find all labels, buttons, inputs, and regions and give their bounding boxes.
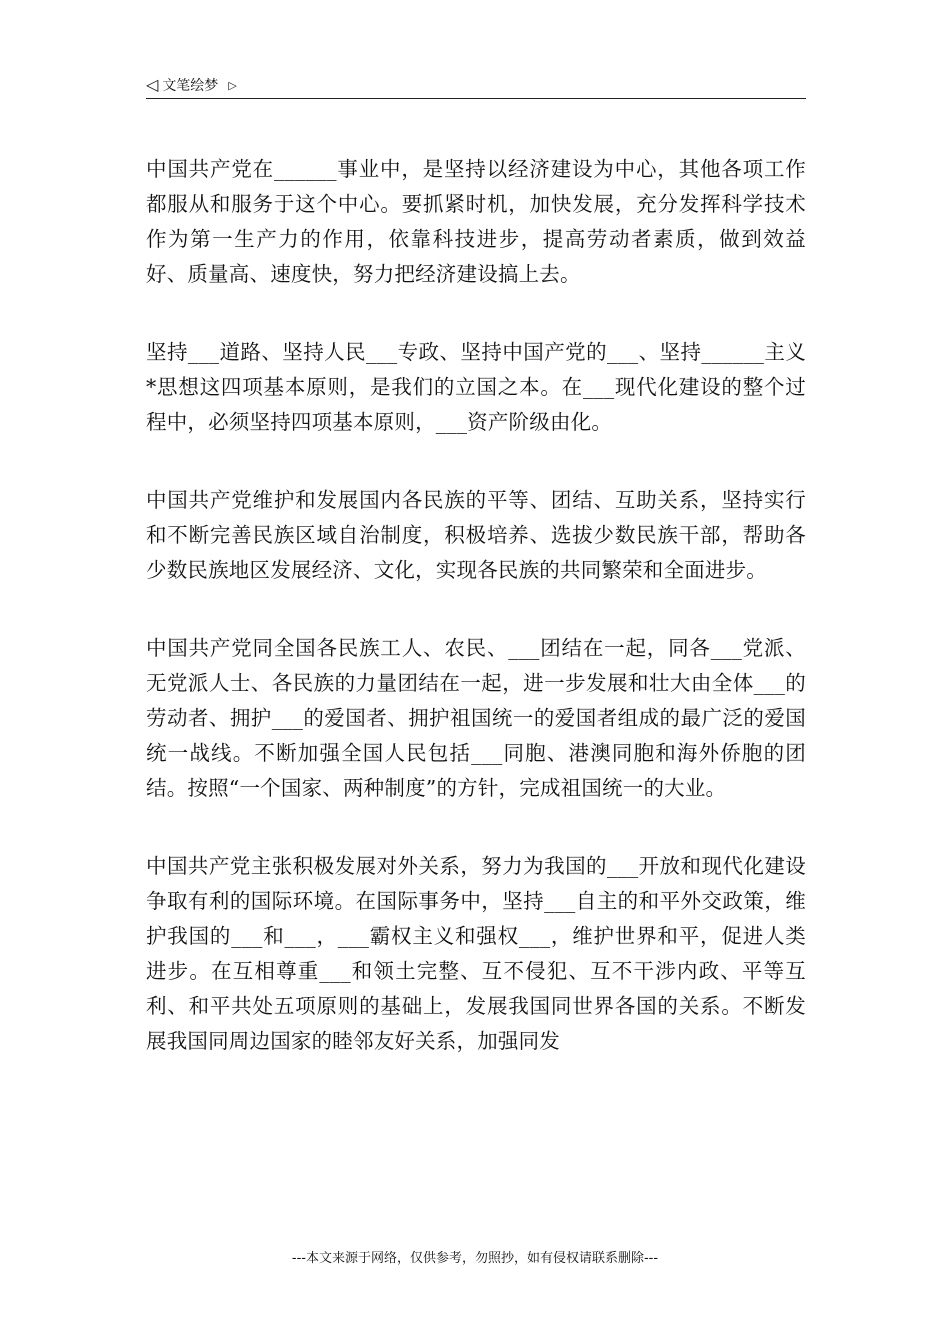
paragraph-2: 坚持___道路、坚持人民___专政、坚持中国产党的___、坚持______主义*思想这四项基本原则，是我们的立国之本。在___现代化建设的整个过程中，必须坚持四项基本原则，___资产阶级由化。: [146, 340, 806, 434]
paragraph-1: 中国共产党在______事业中，是坚持以经济建设为中心，其他各项工作都服从和服务于这个中心。要抓紧时机，加快发展，充分发挥科学技术作为第一生产力的作用，依靠科技进步，提高劳动者素质，做到效益好、质量高、速度快，努力把经济建设搞上去。: [146, 157, 806, 286]
paragraph-5: 中国共产党主张积极发展对外关系，努力为我国的___开放和现代化建设争取有利的国际环境。在国际事务中，坚持___自主的和平外交政策，维护我国的___和___，___霸权主义和强权___，维护世界和平，促进人类进步。在互相尊重___和领土完整、互不侵犯、互不干涉内政、平等互利、和平共处五项原则的基础上，发展我国同世界各国的关系。不断发展我国同周边国家的睦邻友好关系，加强同发: [146, 854, 806, 1053]
page-footer-disclaimer: ---本文来源于网络，仅供参考，勿照抄，如有侵权请联系删除---: [291, 1251, 659, 1266]
page-header: [146, 72, 806, 99]
header-title: 文笔绘梦: [162, 78, 219, 94]
paragraph-4: 中国共产党同全国各民族工人、农民、___团结在一起，同各___党派、无党派人士、各民族的力量团结在一起，进一步发展和壮大由全体___的劳动者、拥护___的爱国者、拥护祖国统一的爱国者组成的最广泛的爱国统一战线。不断加强全国人民包括___同胞、港澳同胞和海外侨胞的团结。按照“一个国家、两种制度”的方针，完成祖国统一的大业。: [146, 636, 806, 800]
left-triangle-icon: ◁: [146, 75, 159, 94]
paragraph-3: 中国共产党维护和发展国内各民族的平等、团结、互助关系，坚持实行和不断完善民族区域自治制度，积极培养、选拔少数民族干部，帮助各少数民族地区发展经济、文化，实现各民族的共同繁荣和全面进步。: [146, 488, 806, 582]
document-body: [146, 152, 806, 1102]
right-triangle-icon: ▷: [228, 78, 237, 92]
